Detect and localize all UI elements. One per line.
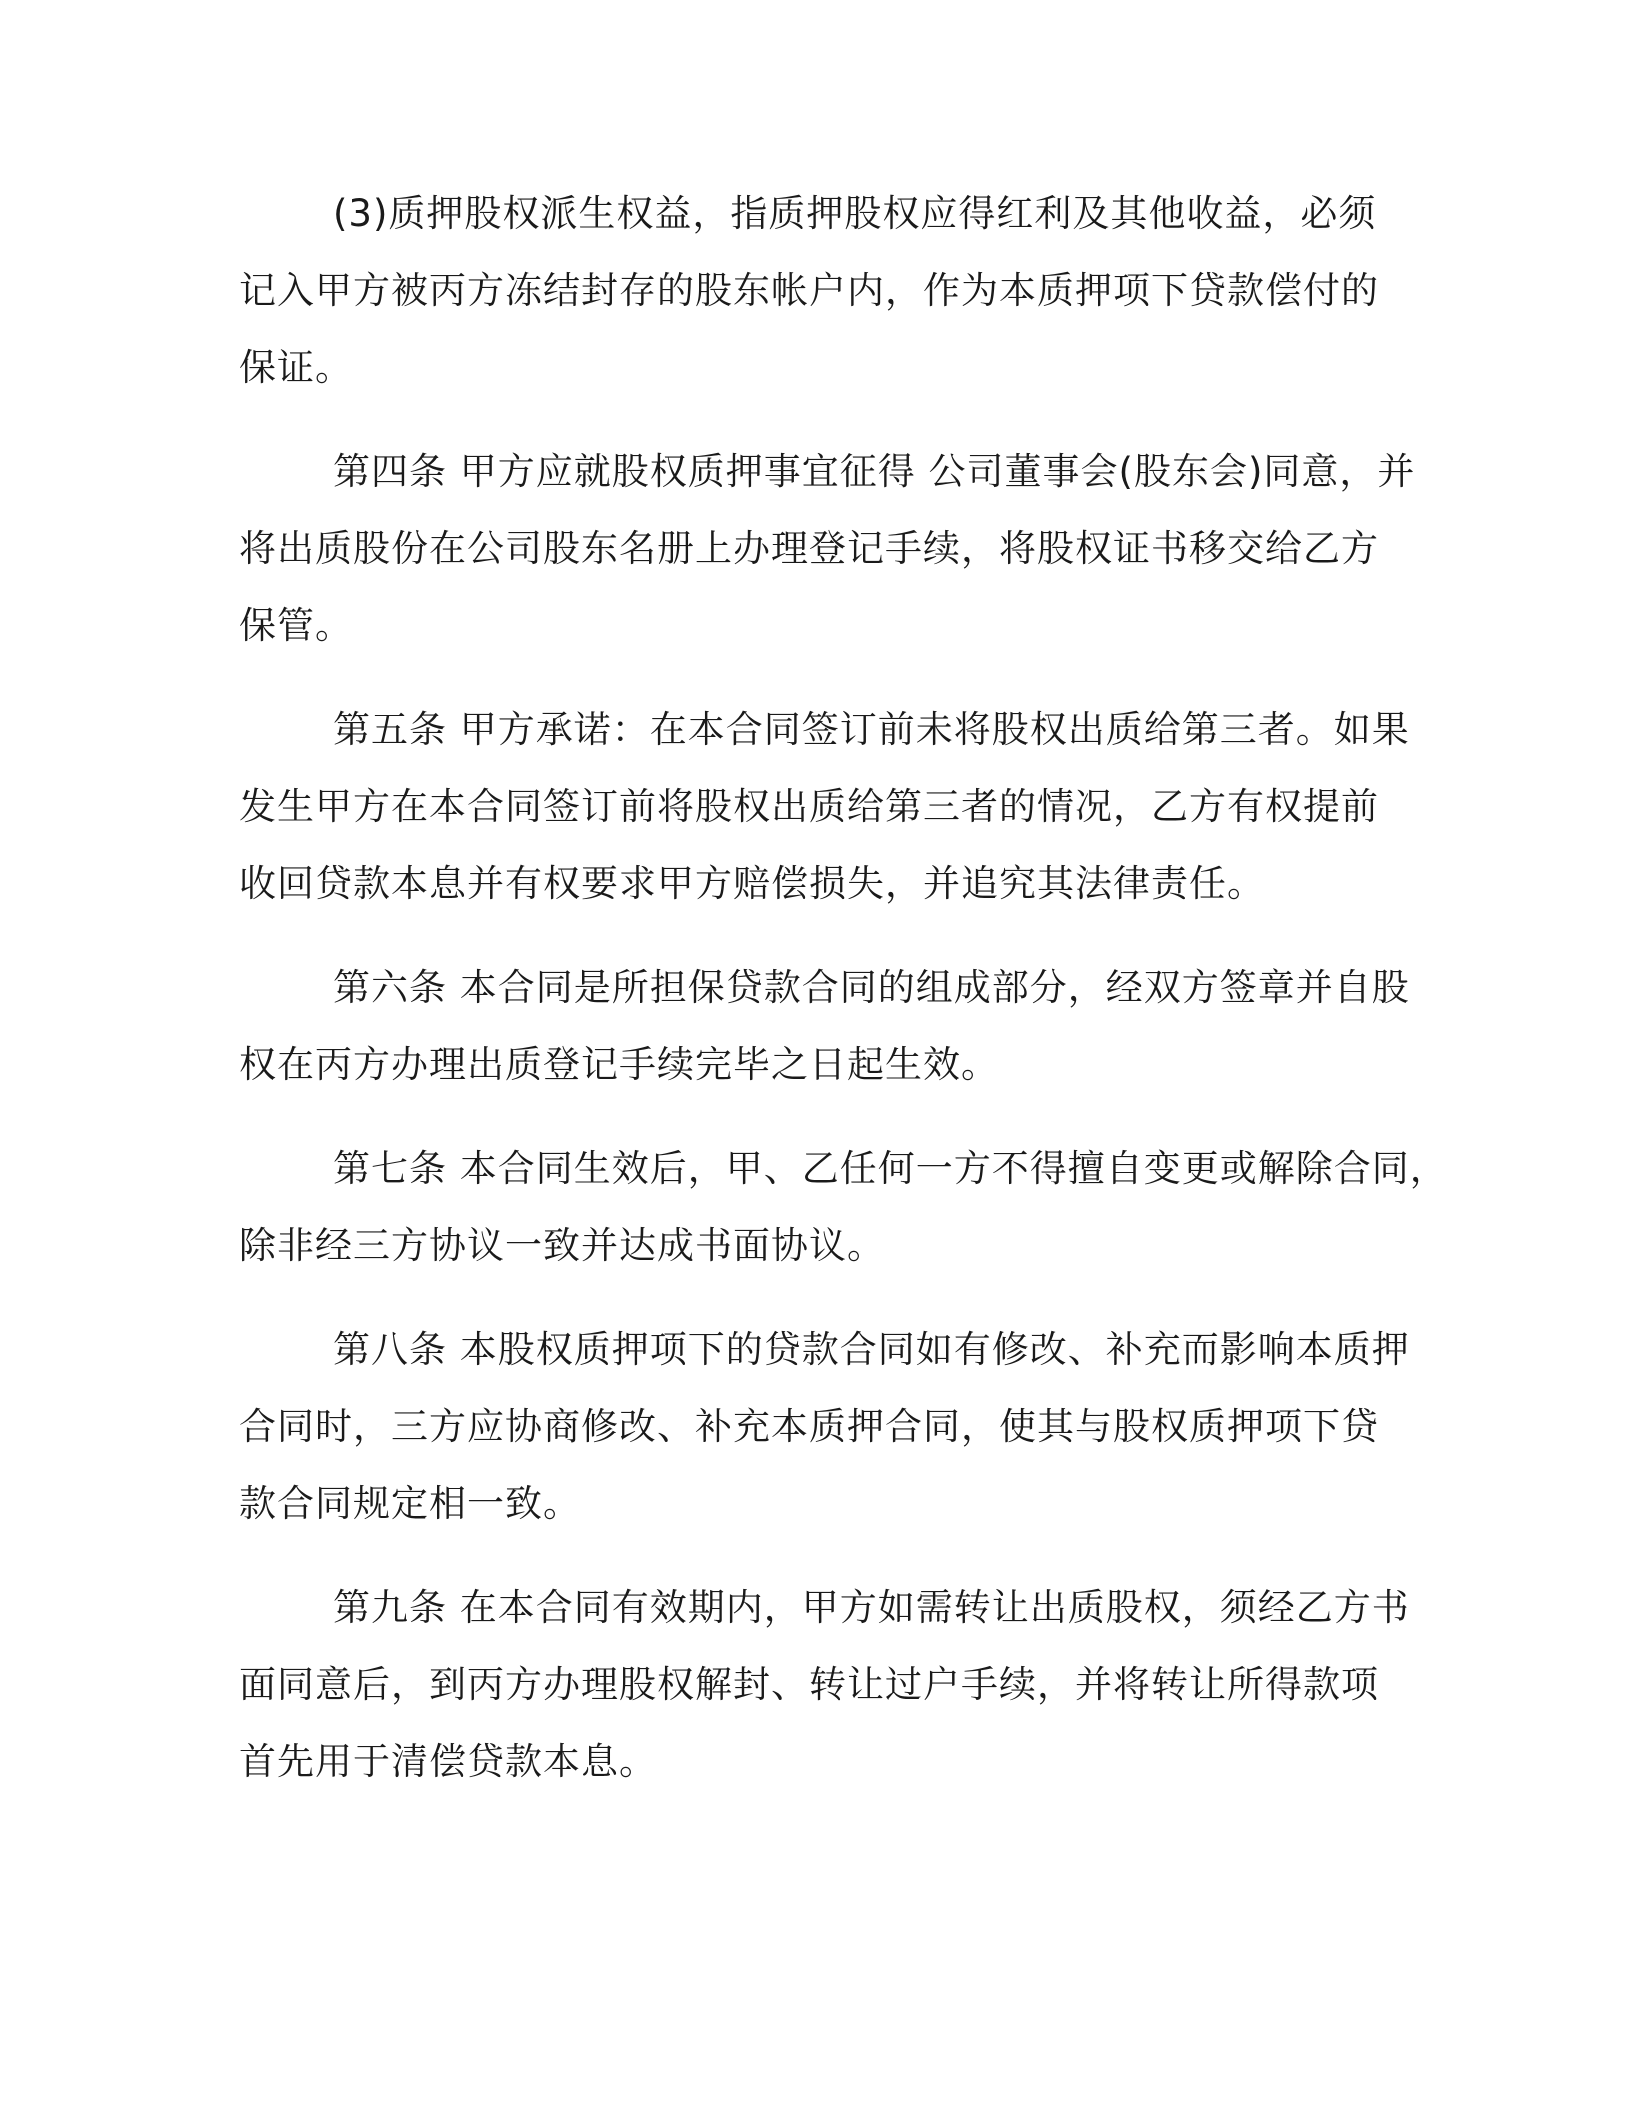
paragraph-line: 第七条 本合同生效后，甲、乙任何一方不得擅自变更或解除合同， bbox=[333, 1147, 1448, 1190]
paragraph-line: 除非经三方协议一致并达成书面协议。 bbox=[239, 1224, 885, 1267]
paragraph-line: 记入甲方被丙方冻结封存的股东帐户内，作为本质押项下贷款偿付的 bbox=[239, 269, 1379, 312]
paragraph-line: (3)质押股权派生权益，指质押股权应得红利及其他收益，必须 bbox=[333, 192, 1377, 235]
paragraph-line: 保证。 bbox=[239, 346, 353, 389]
paragraph-line: 第四条 甲方应就股权质押事宜征得 公司董事会(股东会)同意，并 bbox=[333, 450, 1416, 493]
paragraph-line: 收回贷款本息并有权要求甲方赔偿损失，并追究其法律责任。 bbox=[239, 862, 1265, 905]
paragraph-line: 首先用于清偿贷款本息。 bbox=[239, 1740, 657, 1783]
paragraph-line: 第五条 甲方承诺：在本合同签订前未将股权出质给第三者。如果 bbox=[333, 708, 1410, 751]
paragraph-line: 保管。 bbox=[239, 604, 353, 647]
paragraph-line: 款合同规定相一致。 bbox=[239, 1482, 581, 1525]
paragraph-line: 权在丙方办理出质登记手续完毕之日起生效。 bbox=[239, 1043, 999, 1086]
paragraph-line: 发生甲方在本合同签订前将股权出质给第三者的情况，乙方有权提前 bbox=[239, 785, 1379, 828]
paragraph-line: 合同时，三方应协商修改、补充本质押合同，使其与股权质押项下贷 bbox=[239, 1405, 1379, 1448]
paragraph-line: 第八条 本股权质押项下的贷款合同如有修改、补充而影响本质押 bbox=[333, 1328, 1410, 1371]
paragraph-line: 第九条 在本合同有效期内，甲方如需转让出质股权，须经乙方书 bbox=[333, 1586, 1410, 1629]
paragraph-line: 将出质股份在公司股东名册上办理登记手续，将股权证书移交给乙方 bbox=[239, 527, 1379, 570]
paragraph-line: 第六条 本合同是所担保贷款合同的组成部分，经双方签章并自股 bbox=[333, 966, 1410, 1009]
paragraph-line: 面同意后，到丙方办理股权解封、转让过户手续，并将转让所得款项 bbox=[239, 1663, 1379, 1706]
